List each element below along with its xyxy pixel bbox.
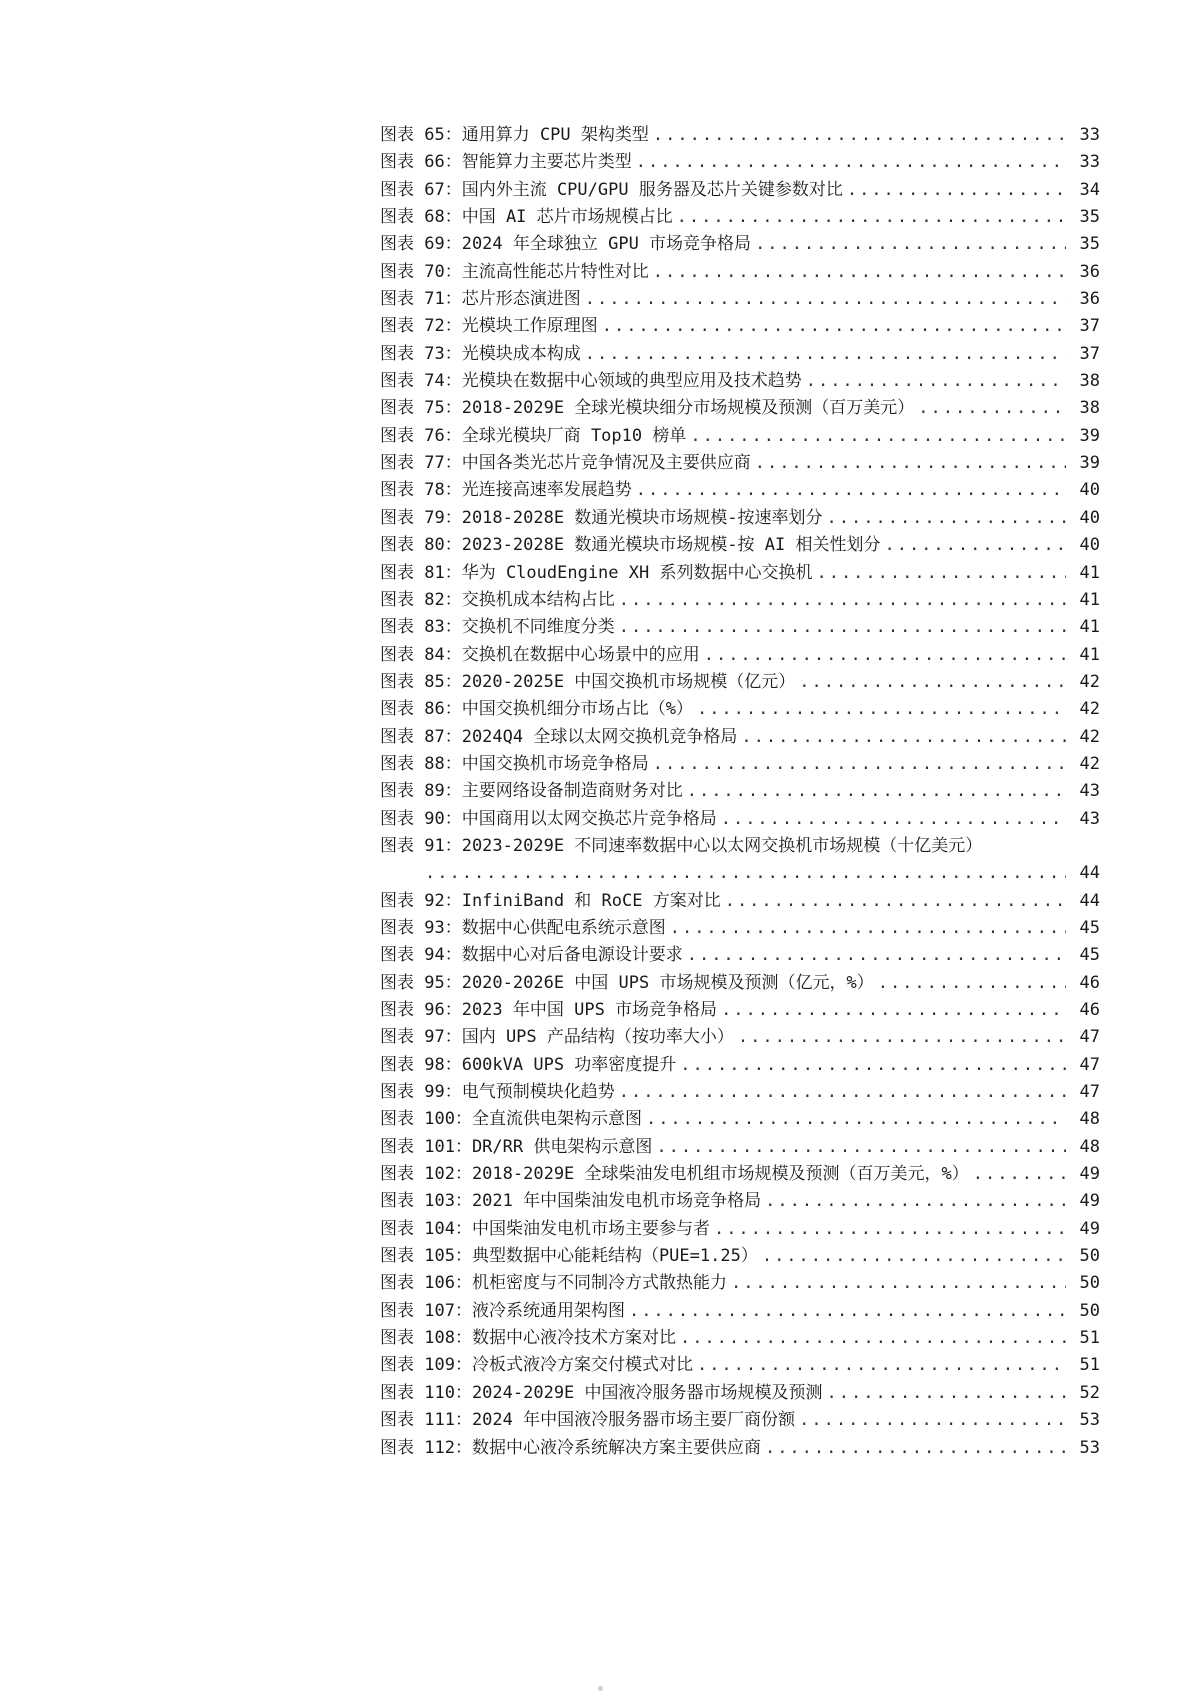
toc-entry-label: 图表 102：2018-2029E 全球柴油发电机组市场规模及预测（百万美元，%）	[380, 1164, 969, 1185]
toc-entry[interactable]	[380, 833, 1100, 860]
toc-entry-page: 51	[1079, 1328, 1100, 1349]
leader-dots	[687, 942, 1066, 969]
leader-dots	[690, 423, 1066, 450]
toc-entry-label: 图表 101：DR/RR 供电架构示意图	[380, 1136, 653, 1157]
toc-entry-label: 图表 70：主流高性能芯片特性对比	[380, 261, 649, 282]
toc-entry[interactable]	[380, 395, 1100, 422]
toc-entry-page: 44	[1079, 890, 1100, 911]
leader-dots	[918, 395, 1066, 422]
toc-entry-label: 图表 82：交换机成本结构占比	[380, 589, 615, 610]
toc-entry-page: 35	[1079, 234, 1100, 255]
leader-dots	[670, 915, 1066, 942]
table-of-figures	[380, 122, 1100, 1462]
toc-entry-page: 41	[1079, 562, 1100, 583]
toc-entry[interactable]	[380, 915, 1100, 942]
toc-entry-label: 图表 68：中国 AI 芯片市场规模占比	[380, 207, 673, 228]
leader-dots	[738, 1024, 1066, 1051]
leader-dots	[677, 204, 1066, 231]
toc-entry-page: 41	[1079, 617, 1100, 638]
toc-entry[interactable]	[380, 122, 1100, 149]
toc-entry-page: 47	[1079, 1027, 1100, 1048]
toc-entry[interactable]	[380, 532, 1100, 559]
leader-dots	[704, 642, 1066, 669]
toc-entry-page: 41	[1079, 589, 1100, 610]
leader-dots	[878, 970, 1066, 997]
leader-dots	[680, 1052, 1066, 1079]
toc-entry[interactable]	[380, 614, 1100, 641]
toc-entry-label: 图表 95：2020-2026E 中国 UPS 市场规模及预测（亿元，%）	[380, 972, 874, 993]
toc-entry-page: 43	[1079, 808, 1100, 829]
toc-entry-page: 33	[1079, 152, 1100, 173]
toc-entry[interactable]	[380, 942, 1100, 969]
toc-entry-page: 36	[1079, 289, 1100, 310]
toc-entry-page: 37	[1079, 316, 1100, 337]
toc-entry[interactable]	[380, 888, 1100, 915]
toc-entry-page: 36	[1079, 261, 1100, 282]
toc-entry-label: 图表 97：国内 UPS 产品结构（按功率大小）	[380, 1027, 734, 1048]
toc-entry[interactable]	[380, 1380, 1100, 1407]
toc-entry[interactable]	[380, 450, 1100, 477]
leader-dots	[653, 259, 1066, 286]
leader-dots	[687, 778, 1066, 805]
toc-entry-page: 47	[1079, 1082, 1100, 1103]
leader-dots	[636, 149, 1066, 176]
toc-entry[interactable]	[380, 778, 1100, 805]
toc-entry-page: 49	[1079, 1218, 1100, 1239]
toc-entry-page: 53	[1079, 1410, 1100, 1431]
toc-entry-page: 38	[1079, 398, 1100, 419]
leader-dots	[816, 560, 1066, 587]
toc-entry-label: 图表 98：600kVA UPS 功率密度提升	[380, 1054, 677, 1075]
leader-dots	[799, 669, 1066, 696]
toc-entry-label: 图表 94：数据中心对后备电源设计要求	[380, 945, 683, 966]
toc-entry[interactable]	[380, 587, 1100, 614]
toc-entry[interactable]	[380, 368, 1100, 395]
leader-dots	[619, 1079, 1066, 1106]
toc-entry[interactable]	[380, 1298, 1100, 1325]
leader-dots	[602, 313, 1066, 340]
leader-dots	[721, 806, 1066, 833]
leader-dots	[619, 614, 1066, 641]
toc-entry-page: 35	[1079, 207, 1100, 228]
toc-entry-page: 48	[1079, 1109, 1100, 1130]
toc-entry-label: 图表 81：华为 CloudEngine XH 系列数据中心交换机	[380, 562, 813, 583]
toc-entry-page: 39	[1079, 453, 1100, 474]
toc-entry-page: 45	[1079, 945, 1100, 966]
toc-entry-page: 52	[1079, 1382, 1100, 1403]
toc-entry-page: 41	[1079, 644, 1100, 665]
toc-entry-label: 图表 83：交换机不同维度分类	[380, 617, 615, 638]
toc-entry-label: 图表 93：数据中心供配电系统示意图	[380, 917, 666, 938]
toc-entry[interactable]	[380, 997, 1100, 1024]
toc-entry-label: 图表 80：2023-2028E 数通光模块市场规模-按 AI 相关性划分	[380, 535, 881, 556]
toc-entry-label: 图表 111：2024 年中国液冷服务器市场主要厂商份额	[380, 1410, 796, 1431]
toc-entry[interactable]	[380, 696, 1100, 723]
toc-entry-label: 图表 77：中国各类光芯片竞争情况及主要供应商	[380, 453, 751, 474]
toc-entry-page: 33	[1079, 125, 1100, 145]
toc-entry[interactable]	[380, 724, 1100, 751]
toc-entry[interactable]	[380, 204, 1100, 231]
toc-entry-label: 图表 75：2018-2029E 全球光模块细分市场规模及预测（百万美元）	[380, 398, 915, 419]
leader-dots	[629, 1298, 1066, 1325]
toc-entry[interactable]	[380, 1024, 1100, 1051]
leader-dots	[636, 477, 1066, 504]
toc-entry[interactable]	[380, 970, 1100, 997]
toc-entry-label: 图表 69：2024 年全球独立 GPU 市场竞争格局	[380, 234, 752, 255]
toc-entry-page: 37	[1079, 343, 1100, 364]
leader-dots	[827, 1380, 1066, 1407]
toc-entry[interactable]	[380, 1243, 1100, 1270]
toc-entry-page: 34	[1079, 179, 1100, 200]
toc-entry-label: 图表 107：液冷系统通用架构图	[380, 1300, 625, 1321]
toc-entry-label: 图表 79：2018-2028E 数通光模块市场规模-按速率划分	[380, 507, 823, 528]
toc-entry-label: 图表 88：中国交换机市场竞争格局	[380, 753, 649, 774]
toc-entry-label: 图表 108：数据中心液冷技术方案对比	[380, 1328, 676, 1349]
toc-entry-label: 图表 84：交换机在数据中心场景中的应用	[380, 644, 700, 665]
toc-entry[interactable]	[380, 259, 1100, 286]
toc-entry-page: 39	[1079, 425, 1100, 446]
toc-entry-continuation[interactable]	[380, 860, 1100, 887]
toc-entry-page: 50	[1079, 1300, 1100, 1321]
toc-entry-label: 图表 104：中国柴油发电机市场主要参与者	[380, 1218, 710, 1239]
toc-entry[interactable]	[380, 149, 1100, 176]
toc-entry-label: 图表 73：光模块成本构成	[380, 343, 581, 364]
leader-dots	[973, 1161, 1066, 1188]
leader-dots	[827, 505, 1066, 532]
toc-entry-page: 51	[1079, 1355, 1100, 1376]
toc-entry-label: 图表 110：2024-2029E 中国液冷服务器市场规模及预测	[380, 1382, 823, 1403]
toc-entry[interactable]	[380, 560, 1100, 587]
toc-entry-label: 图表 91：2023-2029E 不同速率数据中心以太网交换机市场规模（十亿美元）	[380, 835, 983, 856]
leader-dots	[646, 1106, 1066, 1133]
toc-entry[interactable]	[380, 1352, 1100, 1379]
leader-dots	[765, 1435, 1066, 1462]
toc-entry-page: 46	[1079, 1000, 1100, 1020]
toc-entry-label: 图表 106：机柜密度与不同制冷方式散热能力	[380, 1273, 727, 1294]
toc-entry-label: 图表 90：中国商用以太网交换芯片竞争格局	[380, 808, 717, 829]
toc-entry-page: 47	[1079, 1054, 1100, 1075]
toc-entry-page: 50	[1079, 1273, 1100, 1294]
leader-dots	[714, 1216, 1066, 1243]
toc-entry[interactable]	[380, 423, 1100, 450]
leader-dots	[755, 450, 1066, 477]
toc-entry[interactable]	[380, 341, 1100, 368]
toc-entry-label: 图表 89：主要网络设备制造商财务对比	[380, 781, 683, 802]
leader-dots	[697, 1352, 1066, 1379]
leader-dots	[765, 1188, 1066, 1215]
toc-entry-label: 图表 65：通用算力 CPU 架构类型	[380, 125, 649, 145]
toc-entry-page: 43	[1079, 781, 1100, 802]
toc-entry-label: 图表 78：光连接高速率发展趋势	[380, 480, 632, 501]
toc-entry-label: 图表 87：2024Q4 全球以太网交换机竞争格局	[380, 726, 738, 747]
toc-entry[interactable]	[380, 177, 1100, 204]
toc-entry-label: 图表 76：全球光模块厂商 Top10 榜单	[380, 425, 687, 446]
toc-entry-label: 图表 99：电气预制模块化趋势	[380, 1082, 615, 1103]
toc-entry[interactable]	[380, 286, 1100, 313]
toc-entry[interactable]	[380, 1435, 1100, 1462]
toc-entry[interactable]	[380, 1407, 1100, 1434]
toc-entry-label: 图表 66：智能算力主要芯片类型	[380, 152, 632, 173]
toc-entry-page: 49	[1079, 1164, 1100, 1185]
toc-entry[interactable]	[380, 505, 1100, 532]
leader-dots	[619, 587, 1066, 614]
toc-entry-page: 42	[1079, 699, 1100, 720]
leader-dots	[731, 1270, 1066, 1297]
toc-entry-label: 图表 109：冷板式液冷方案交付模式对比	[380, 1355, 693, 1376]
leader-dots	[585, 341, 1066, 368]
toc-entry-page: 40	[1079, 480, 1100, 501]
leader-dots	[653, 122, 1066, 149]
leader-dots	[725, 888, 1066, 915]
leader-dots	[741, 724, 1066, 751]
toc-entry-label: 图表 92：InfiniBand 和 RoCE 方案对比	[380, 890, 721, 911]
leader-dots	[653, 751, 1066, 778]
toc-entry-page: 45	[1079, 917, 1100, 938]
toc-entry[interactable]	[380, 1052, 1100, 1079]
toc-entry[interactable]	[380, 1134, 1100, 1161]
toc-entry-label: 图表 105：典型数据中心能耗结构（PUE=1.25）	[380, 1246, 758, 1267]
toc-entry-label: 图表 112：数据中心液冷系统解决方案主要供应商	[380, 1437, 761, 1458]
toc-entry-label: 图表 86：中国交换机细分市场占比（%）	[380, 699, 693, 720]
toc-entry-page: 49	[1079, 1191, 1100, 1212]
toc-entry-page: 46	[1079, 972, 1100, 993]
page-indicator-dot	[598, 1686, 603, 1691]
toc-entry-page: 40	[1079, 535, 1100, 556]
leader-dots	[762, 1243, 1066, 1270]
toc-entry[interactable]	[380, 1216, 1100, 1243]
toc-entry[interactable]	[380, 751, 1100, 778]
toc-entry-page: 50	[1079, 1246, 1100, 1267]
toc-entry-page: 44	[1079, 863, 1100, 884]
toc-entry[interactable]	[380, 1106, 1100, 1133]
toc-entry-page: 42	[1079, 726, 1100, 747]
toc-entry-page: 42	[1079, 753, 1100, 774]
toc-entry-label: 图表 96：2023 年中国 UPS 市场竞争格局	[380, 1000, 718, 1020]
toc-entry-page: 38	[1079, 371, 1100, 392]
toc-entry-label: 图表 72：光模块工作原理图	[380, 316, 598, 337]
toc-entry-page: 40	[1079, 507, 1100, 528]
toc-entry[interactable]	[380, 1079, 1100, 1106]
leader-dots	[755, 231, 1066, 258]
toc-entry[interactable]	[380, 1270, 1100, 1297]
toc-entry[interactable]	[380, 231, 1100, 258]
toc-entry-label: 图表 71：芯片形态演进图	[380, 289, 581, 310]
toc-entry[interactable]	[380, 642, 1100, 669]
toc-entry[interactable]	[380, 669, 1100, 696]
leader-dots	[847, 177, 1066, 204]
toc-entry[interactable]	[380, 477, 1100, 504]
leader-dots	[425, 860, 1066, 887]
toc-entry[interactable]	[380, 1325, 1100, 1352]
toc-entry-label: 图表 67：国内外主流 CPU/GPU 服务器及芯片关键参数对比	[380, 179, 843, 200]
toc-entry[interactable]	[380, 313, 1100, 340]
leader-dots	[799, 1407, 1066, 1434]
toc-entry-page: 53	[1079, 1437, 1100, 1458]
leader-dots	[806, 368, 1066, 395]
toc-entry[interactable]	[380, 806, 1100, 833]
toc-entry-page: 48	[1079, 1136, 1100, 1157]
toc-entry-label: 图表 103：2021 年中国柴油发电机市场竞争格局	[380, 1191, 762, 1212]
leader-dots	[656, 1134, 1066, 1161]
toc-entry[interactable]	[380, 1188, 1100, 1215]
toc-entry-label: 图表 100：全直流供电架构示意图	[380, 1109, 642, 1130]
toc-entry-page: 42	[1079, 671, 1100, 692]
toc-entry-label: 图表 85：2020-2025E 中国交换机市场规模（亿元）	[380, 671, 796, 692]
leader-dots	[697, 696, 1066, 723]
toc-entry[interactable]	[380, 1161, 1100, 1188]
leader-dots	[721, 997, 1066, 1024]
leader-dots	[884, 532, 1066, 559]
toc-entry-label: 图表 74：光模块在数据中心领域的典型应用及技术趋势	[380, 371, 802, 392]
leader-dots	[585, 286, 1066, 313]
leader-dots	[680, 1325, 1066, 1352]
